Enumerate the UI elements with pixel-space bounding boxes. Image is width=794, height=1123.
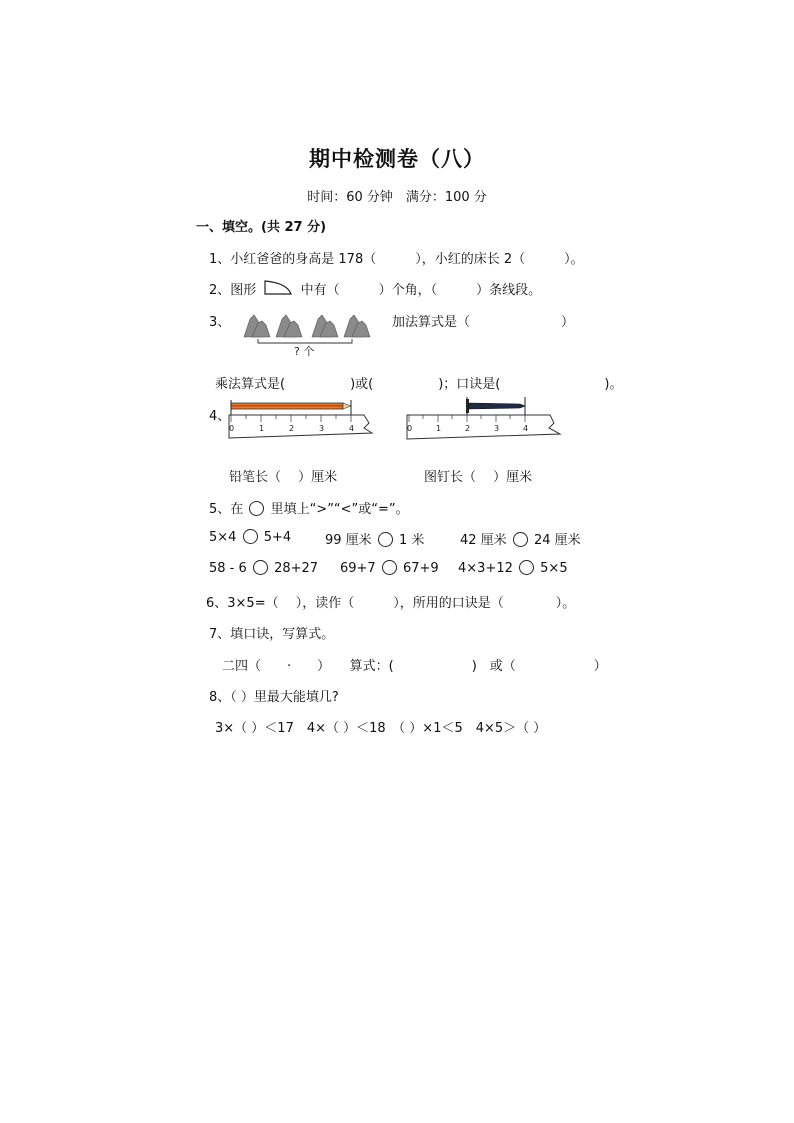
question-3-multiplication: 乘法算式是( )或( )；口诀是( )。 [215, 377, 623, 392]
compare-left: 4×3+12 [458, 561, 513, 576]
ruler-tick-label: 1 [259, 424, 265, 433]
question-5 [209, 498, 409, 517]
question-8: 8、（ ）里最大能填几? [209, 690, 339, 705]
exam-info: 时间：60 分钟 满分：100 分 [307, 190, 487, 205]
compare-item [460, 529, 581, 548]
nail-body [469, 403, 525, 409]
hat-icon [276, 315, 302, 337]
section-heading: 一、填空。(共 27 分) [196, 220, 327, 235]
hat-icon [244, 315, 270, 337]
ruler-tick-label: 4 [523, 424, 529, 433]
compare-item [340, 560, 439, 576]
question-8-line: 3×（ ）＜17 4×（ ）＜18 （ ）×1＜5 4×5＞（ ） [215, 721, 547, 736]
compare-right: 28+27 [274, 561, 319, 576]
ruler-tick-label: 3 [319, 424, 325, 433]
compare-circle[interactable] [519, 560, 534, 575]
ruler-tick-label: 0 [229, 424, 235, 433]
question-2-suffix: 中有（ ）个角，（ ）条线段。 [300, 283, 542, 298]
hat-icon [344, 315, 370, 337]
question-6: 6、3×5=（ ），读作（ ），所用的口诀是（ ）。 [206, 596, 576, 611]
question-2 [209, 279, 541, 298]
compare-right: 1 米 [398, 533, 425, 548]
question-3-addition: 加法算式是（ ） [392, 315, 575, 330]
pencil-ruler-figure [226, 398, 384, 442]
compare-left: 69+7 [340, 561, 376, 576]
circle-blank-icon [249, 501, 264, 516]
question-7: 7、填口诀，写算式。 [209, 627, 335, 642]
hats-total-label: ? 个 [294, 345, 315, 358]
ruler-body [407, 415, 560, 439]
compare-circle[interactable] [253, 560, 268, 575]
hat-icon [312, 315, 338, 337]
compare-left: 99 厘米 [325, 533, 372, 548]
pencil-tip [343, 403, 351, 409]
question-5-prefix: 5、在 [209, 502, 244, 517]
compare-left: 5×4 [209, 530, 237, 545]
compare-circle[interactable] [382, 560, 397, 575]
compare-left: 58 - 6 [209, 561, 247, 576]
pencil-length-blank: 铅笔长（ ）厘米 [229, 470, 338, 485]
ruler-tick-label: 3 [494, 424, 500, 433]
hats-figure [240, 311, 375, 359]
ruler-tick-label: 1 [436, 424, 442, 433]
compare-right: 67+9 [403, 561, 439, 576]
question-1: 1、小红爸爸的身高是 178（ ），小红的床长 2（ ）。 [209, 252, 584, 267]
question-2-prefix: 2、图形 [209, 283, 257, 298]
nail-length-blank: 图钉长（ ）厘米 [424, 470, 533, 485]
question-5-suffix: 里填上“>”“<”或“=”。 [270, 502, 409, 517]
compare-item [209, 529, 291, 545]
question-3-number: 3、 [209, 315, 231, 330]
compare-right: 5+4 [263, 530, 292, 545]
page-title: 期中检测卷（八） [309, 147, 485, 171]
compare-circle[interactable] [243, 529, 258, 544]
ruler-tick-label: 4 [349, 424, 355, 433]
ruler-tick-label: 0 [407, 424, 413, 433]
compare-right: 5×5 [540, 561, 568, 576]
ruler-tick-label: 2 [289, 424, 295, 433]
ruler-tick-label: 2 [465, 424, 471, 433]
question-7-line: 二四（ · ） 算式：( ) 或（ ） [222, 659, 607, 674]
compare-item [209, 560, 318, 576]
nail-ruler-figure [402, 396, 564, 442]
compare-circle[interactable] [378, 532, 393, 547]
compare-item [458, 560, 568, 576]
compare-circle[interactable] [513, 532, 528, 547]
question-4-number: 4、 [209, 409, 231, 424]
compare-left: 42 厘米 [460, 533, 507, 548]
compare-item [325, 529, 424, 548]
quarter-shape-figure [263, 280, 293, 296]
compare-right: 24 厘米 [533, 533, 581, 548]
